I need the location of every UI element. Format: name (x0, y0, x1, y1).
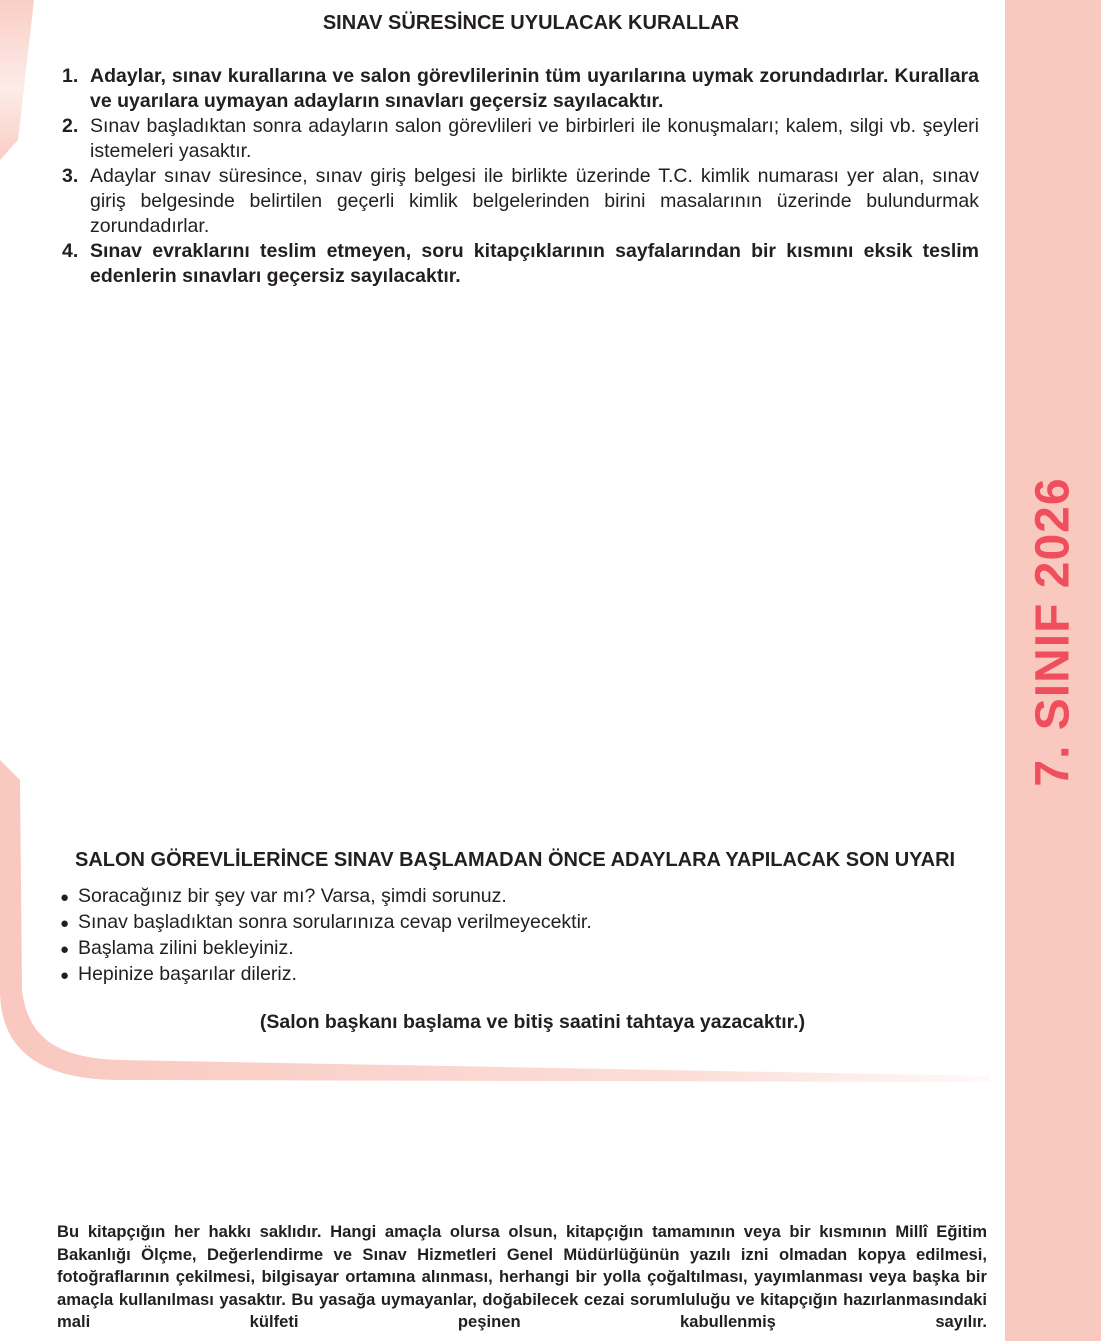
rule-number: 2. (62, 115, 79, 137)
bullet-icon: ● (60, 889, 70, 906)
bullet-icon: ● (60, 941, 70, 958)
warning-text: Soracağınız bir şey var mı? Varsa, şimdi sorunuz. (78, 885, 507, 907)
rules-list (62, 64, 979, 289)
warning-item (60, 884, 960, 910)
copyright-notice: Bu kitapçığın her hakkı saklıdır. Hangi amaçla olursa olsun, kitapçığın tamamının veya bir kısmının Millî Eğitim Bakanlığı Ölçme, Değerlendirme ve Sınav Hizmetleri Genel Müdürlüğünün yazılı izni olmadan kopya edilmesi, fotoğraflarının çekilmesi, bilgisayar ortamına alınması, herhangi bir yolla çoğaltılması, yayımlanması veya başka bir amaçla kullanılması yasaktır. Bu yasağa uymayanlar, doğabilecek cezai sorumluluğu ve kitapçığın hazırlanmasındaki mali külfeti peşinen kabullenmiş sayılır. (57, 1222, 987, 1332)
rule-item-4 (62, 239, 979, 289)
left-stripe-top (0, 0, 34, 160)
warning-text: Sınav başladıktan sonra sorularınıza cevap verilmeyecektir. (78, 911, 592, 933)
rule-item-2 (62, 114, 979, 164)
salon-head-note: (Salon başkanı başlama ve bitiş saatini tahtaya yazacaktır.) (259, 1011, 806, 1033)
rule-text: Sınav evraklarını teslim etmeyen, soru kitapçıklarının sayfalarından bir kısmını eksik teslim edenlerin sınavları geçersiz sayılacaktır. (90, 240, 979, 287)
rule-number: 3. (62, 165, 79, 187)
warning-item (60, 936, 960, 962)
grade-year-label: 7. SINIF 2026 (1026, 477, 1080, 787)
rule-text: Sınav başladıktan sonra adayların salon görevlileri ve birbirleri ile konuşmaları; kalem, silgi vb. şeyleri istemeleri yasaktır. (90, 115, 979, 162)
warning-title: SALON GÖREVLİLERİNCE SINAV BAŞLAMADAN ÖNCE ADAYLARA YAPILACAK SON UYARI (75, 849, 956, 871)
warning-text: Hepinize başarılar dileriz. (78, 963, 297, 985)
warning-text: Başlama zilini bekleyiniz. (78, 937, 294, 959)
warning-list (60, 884, 960, 988)
rule-text: Adaylar, sınav kurallarına ve salon görevlilerinin tüm uyarılarına uymak zorundadırlar. Kurallara ve uyarılara uymayan adayların sınavları geçersiz sayılacaktır. (90, 65, 979, 112)
bullet-icon: ● (60, 915, 70, 932)
rule-item-1 (62, 64, 979, 114)
warning-item (60, 962, 960, 988)
rule-number: 1. (62, 65, 79, 87)
warning-item (60, 910, 960, 936)
rule-text: Adaylar sınav süresince, sınav giriş belgesi ile birlikte üzerinde T.C. kimlik numarası yer alan, sınav giriş belgesinde belirtilen geçerli kimlik belgelerinden birini masalarının üzerinde bulundurmak zorundadırlar. (90, 165, 979, 237)
rule-item-3 (62, 164, 979, 239)
bullet-icon: ● (60, 967, 70, 984)
rule-number: 4. (62, 240, 79, 262)
rules-title: SINAV SÜRESİNCE UYULACAK KURALLAR (322, 12, 740, 34)
